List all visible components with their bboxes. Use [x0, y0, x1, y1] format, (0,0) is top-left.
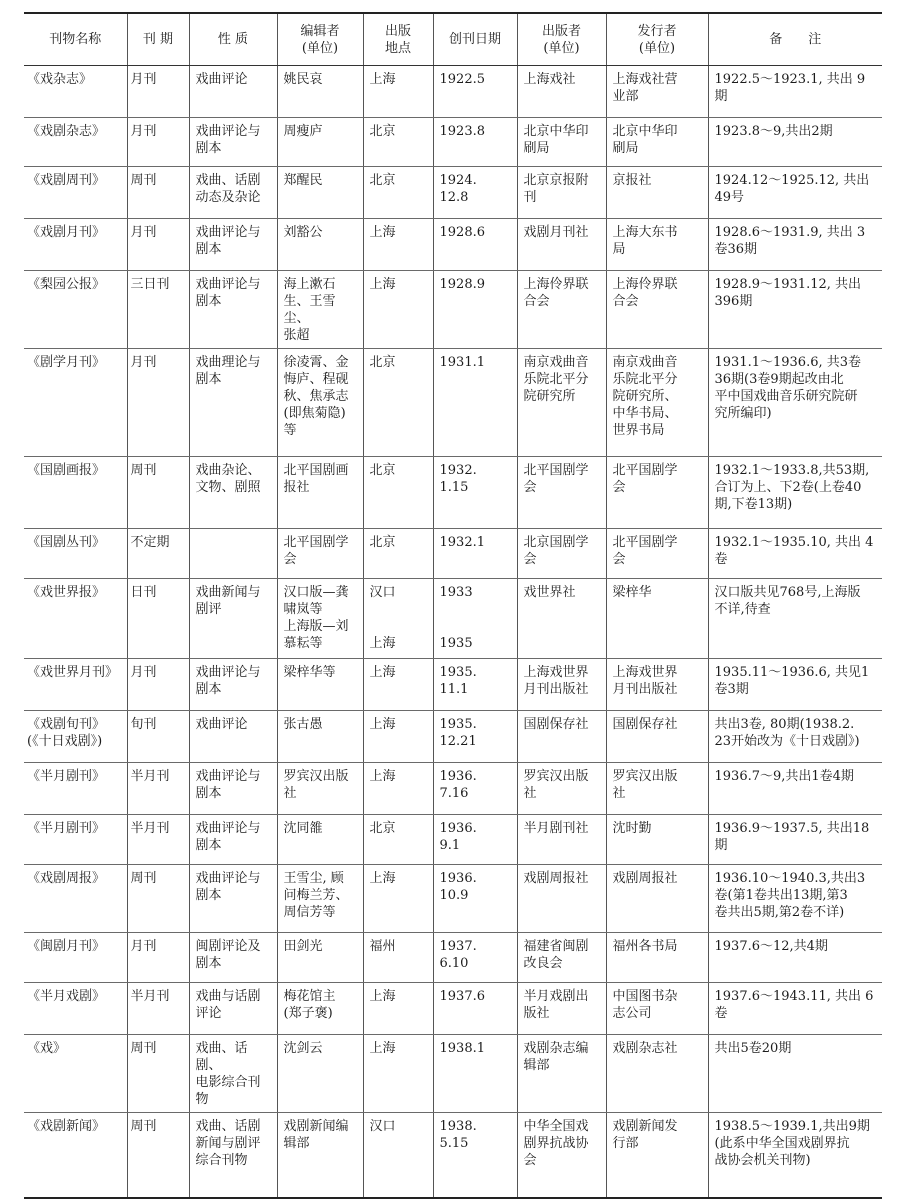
cell-frequency: 月刊: [127, 219, 189, 271]
cell-publisher: 北京国剧学 会: [517, 529, 606, 579]
cell-publisher: 戏世界社: [517, 579, 606, 659]
cell-remarks: 1923.8～9,共出2期: [708, 118, 882, 167]
cell-remarks: 汉口版共见768号,上海版 不详,待查: [708, 579, 882, 659]
cell-place: 上海: [363, 865, 433, 933]
table-row: [24, 983, 882, 1035]
cell-founded: 1937.6: [433, 983, 517, 1035]
cell-remarks: 1931.1～1936.6, 共3卷 36期(3卷9期起改由北 平中国戏曲音乐研究院研 究所编印): [708, 349, 882, 457]
table-row: [24, 219, 882, 271]
cell-title: 《戏剧杂志》: [24, 118, 127, 167]
cell-publisher: 戏剧月刊社: [517, 219, 606, 271]
cell-nature: 戏曲理论与 剧本: [189, 349, 277, 457]
cell-frequency: 周刊: [127, 1035, 189, 1113]
cell-distributor: 戏剧杂志社: [606, 1035, 708, 1113]
cell-frequency: 月刊: [127, 933, 189, 983]
cell-place: 上海: [363, 659, 433, 711]
cell-distributor: 中国图书杂 志公司: [606, 983, 708, 1035]
cell-distributor: 北平国剧学 会: [606, 457, 708, 529]
cell-distributor: 上海戏社营 业部: [606, 66, 708, 118]
cell-place: 上海: [363, 983, 433, 1035]
cell-remarks: 1936.7～9,共出1卷4期: [708, 763, 882, 815]
cell-title: 《戏剧月刊》: [24, 219, 127, 271]
cell-publisher: 戏剧周报社: [517, 865, 606, 933]
cell-distributor: 沈时勤: [606, 815, 708, 865]
cell-founded: 1924. 12.8: [433, 167, 517, 219]
cell-place: 汉口: [363, 1113, 433, 1198]
cell-place: 上海: [363, 66, 433, 118]
cell-place: 汉口 上海: [363, 579, 433, 659]
cell-nature: 戏曲评论: [189, 66, 277, 118]
cell-remarks: 1938.5～1939.1,共出9期 (此系中华全国戏剧界抗 战协会机关刊物): [708, 1113, 882, 1198]
cell-title: 《戏》: [24, 1035, 127, 1113]
cell-founded: 1932.1: [433, 529, 517, 579]
cell-publisher: 半月戏剧出 版社: [517, 983, 606, 1035]
cell-frequency: 周刊: [127, 167, 189, 219]
cell-nature: [189, 529, 277, 579]
cell-title: 《戏剧旬刊》 (《十日戏剧》): [24, 711, 127, 763]
cell-remarks: 1937.6～12,共4期: [708, 933, 882, 983]
cell-title: 《半月剧刊》: [24, 763, 127, 815]
cell-editor: 徐凌霄、金 悔庐、程砚 秋、焦承志 (即焦菊隐) 等: [277, 349, 363, 457]
cell-founded: 1936. 7.16: [433, 763, 517, 815]
cell-frequency: 月刊: [127, 659, 189, 711]
table-row: [24, 659, 882, 711]
cell-publisher: 北平国剧学 会: [517, 457, 606, 529]
cell-nature: 戏曲评论与 剧本: [189, 865, 277, 933]
cell-founded: 1936. 10.9: [433, 865, 517, 933]
cell-place: 上海: [363, 711, 433, 763]
table-row: [24, 271, 882, 349]
cell-place: 北京: [363, 457, 433, 529]
cell-editor: 田剑光: [277, 933, 363, 983]
cell-nature: 戏曲评论与 剧本: [189, 271, 277, 349]
header-editor: 编辑者 (单位): [277, 13, 363, 66]
cell-frequency: 月刊: [127, 349, 189, 457]
cell-place: 北京: [363, 815, 433, 865]
cell-publisher: 戏剧杂志编 辑部: [517, 1035, 606, 1113]
cell-nature: 戏曲与话剧 评论: [189, 983, 277, 1035]
cell-frequency: 周刊: [127, 1113, 189, 1198]
cell-place: 上海: [363, 763, 433, 815]
cell-editor: 汉口版—龚 啸岚等 上海版—刘 慕耘等: [277, 579, 363, 659]
cell-founded: 1938. 5.15: [433, 1113, 517, 1198]
cell-editor: 梅花馆主 (郑子褒): [277, 983, 363, 1035]
cell-nature: 闽剧评论及 剧本: [189, 933, 277, 983]
cell-title: 《戏剧周报》: [24, 865, 127, 933]
cell-remarks: 1922.5～1923.1, 共出 9 期: [708, 66, 882, 118]
cell-editor: 姚民哀: [277, 66, 363, 118]
cell-remarks: 1936.10～1940.3,共出3 卷(第1卷共出13期,第3 卷共出5期,第2卷不详): [708, 865, 882, 933]
table-row: [24, 933, 882, 983]
cell-frequency: 三日刊: [127, 271, 189, 349]
cell-title: 《戏剧周刊》: [24, 167, 127, 219]
table-row: [24, 711, 882, 763]
table-row: [24, 865, 882, 933]
cell-title: 《国剧丛刊》: [24, 529, 127, 579]
cell-frequency: 半月刊: [127, 815, 189, 865]
table-row: [24, 579, 882, 659]
cell-editor: 沈同雒: [277, 815, 363, 865]
cell-remarks: 1932.1～1935.10, 共出 4 卷: [708, 529, 882, 579]
header-distributor: 发行者 (单位): [606, 13, 708, 66]
cell-frequency: 半月刊: [127, 763, 189, 815]
cell-founded: 1923.8: [433, 118, 517, 167]
cell-distributor: 上海伶界联 合会: [606, 271, 708, 349]
cell-nature: 戏曲评论与 剧本: [189, 118, 277, 167]
cell-publisher: 上海戏世界 月刊出版社: [517, 659, 606, 711]
cell-nature: 戏曲评论与 剧本: [189, 815, 277, 865]
cell-publisher: 北京中华印 刷局: [517, 118, 606, 167]
cell-distributor: 国剧保存社: [606, 711, 708, 763]
cell-editor: 张古愚: [277, 711, 363, 763]
cell-editor: 梁梓华等: [277, 659, 363, 711]
cell-editor: 北平国剧学 会: [277, 529, 363, 579]
cell-editor: 沈剑云: [277, 1035, 363, 1113]
cell-publisher: 半月剧刊社: [517, 815, 606, 865]
cell-place: 福州: [363, 933, 433, 983]
cell-founded: 1922.5: [433, 66, 517, 118]
cell-place: 上海: [363, 271, 433, 349]
table-row: [24, 1113, 882, 1198]
cell-publisher: 上海伶界联 合会: [517, 271, 606, 349]
cell-editor: 郑醒民: [277, 167, 363, 219]
cell-nature: 戏曲评论与 剧本: [189, 763, 277, 815]
header-nature: 性 质: [189, 13, 277, 66]
cell-founded: 1932. 1.15: [433, 457, 517, 529]
table-row: [24, 167, 882, 219]
cell-distributor: 上海戏世界 月刊出版社: [606, 659, 708, 711]
cell-distributor: 北京中华印 刷局: [606, 118, 708, 167]
cell-distributor: 京报社: [606, 167, 708, 219]
periodicals-table: [24, 12, 882, 1199]
cell-frequency: 半月刊: [127, 983, 189, 1035]
cell-distributor: 南京戏曲音 乐院北平分 院研究所、 中华书局、 世界书局: [606, 349, 708, 457]
cell-title: 《戏杂志》: [24, 66, 127, 118]
cell-founded: 1931.1: [433, 349, 517, 457]
cell-distributor: 北平国剧学 会: [606, 529, 708, 579]
cell-distributor: 戏剧周报社: [606, 865, 708, 933]
cell-distributor: 梁梓华: [606, 579, 708, 659]
cell-remarks: 1936.9～1937.5, 共出18 期: [708, 815, 882, 865]
cell-remarks: 1935.11～1936.6, 共见1 卷3期: [708, 659, 882, 711]
table-row: [24, 529, 882, 579]
table-row: [24, 118, 882, 167]
cell-title: 《国剧画报》: [24, 457, 127, 529]
cell-frequency: 周刊: [127, 457, 189, 529]
cell-publisher: 上海戏社: [517, 66, 606, 118]
cell-title: 《剧学月刊》: [24, 349, 127, 457]
header-frequency: 刊 期: [127, 13, 189, 66]
cell-publisher: 国剧保存社: [517, 711, 606, 763]
cell-editor: 周瘦庐: [277, 118, 363, 167]
cell-frequency: 月刊: [127, 66, 189, 118]
cell-founded: 1936. 9.1: [433, 815, 517, 865]
table-row: [24, 457, 882, 529]
cell-founded: 1928.9: [433, 271, 517, 349]
cell-place: 上海: [363, 219, 433, 271]
cell-title: 《戏世界报》: [24, 579, 127, 659]
cell-founded: 1935. 11.1: [433, 659, 517, 711]
cell-frequency: 日刊: [127, 579, 189, 659]
cell-remarks: 1932.1～1933.8,共53期, 合订为上、下2卷(上卷40 期,下卷13期): [708, 457, 882, 529]
cell-remarks: 1924.12～1925.12, 共出 49号: [708, 167, 882, 219]
cell-remarks: 1928.9～1931.12, 共出 396期: [708, 271, 882, 349]
cell-nature: 戏曲评论与 剧本: [189, 659, 277, 711]
cell-nature: 戏曲评论: [189, 711, 277, 763]
cell-editor: 北平国剧画 报社: [277, 457, 363, 529]
cell-distributor: 罗宾汉出版 社: [606, 763, 708, 815]
cell-founded: 1938.1: [433, 1035, 517, 1113]
cell-founded: 1928.6: [433, 219, 517, 271]
header-place: 出版 地点: [363, 13, 433, 66]
cell-publisher: 福建省闽剧 改良会: [517, 933, 606, 983]
cell-publisher: 罗宾汉出版 社: [517, 763, 606, 815]
cell-distributor: 福州各书局: [606, 933, 708, 983]
cell-frequency: 月刊: [127, 118, 189, 167]
cell-distributor: 戏剧新闻发 行部: [606, 1113, 708, 1198]
cell-remarks: 共出5卷20期: [708, 1035, 882, 1113]
cell-title: 《闽剧月刊》: [24, 933, 127, 983]
cell-editor: 海上漱石 生、王雪尘、 张超: [277, 271, 363, 349]
document-page: [24, 12, 882, 1190]
table-header-row: [24, 13, 882, 66]
cell-editor: 罗宾汉出版 社: [277, 763, 363, 815]
cell-remarks: 1937.6～1943.11, 共出 6 卷: [708, 983, 882, 1035]
cell-nature: 戏曲杂论、 文物、剧照: [189, 457, 277, 529]
cell-founded: 1933 1935: [433, 579, 517, 659]
header-publisher: 出版者 (单位): [517, 13, 606, 66]
cell-founded: 1937. 6.10: [433, 933, 517, 983]
cell-founded: 1935. 12.21: [433, 711, 517, 763]
cell-nature: 戏曲评论与 剧本: [189, 219, 277, 271]
header-title: 刊物名称: [24, 13, 127, 66]
cell-nature: 戏曲、话剧 新闻与剧评 综合刊物: [189, 1113, 277, 1198]
cell-frequency: 不定期: [127, 529, 189, 579]
cell-editor: 刘豁公: [277, 219, 363, 271]
cell-title: 《半月戏剧》: [24, 983, 127, 1035]
cell-publisher: 北京京报附 刊: [517, 167, 606, 219]
cell-title: 《梨园公报》: [24, 271, 127, 349]
cell-place: 上海: [363, 1035, 433, 1113]
cell-place: 北京: [363, 167, 433, 219]
cell-distributor: 上海大东书 局: [606, 219, 708, 271]
cell-title: 《戏剧新闻》: [24, 1113, 127, 1198]
cell-title: 《戏世界月刊》: [24, 659, 127, 711]
cell-publisher: 南京戏曲音 乐院北平分 院研究所: [517, 349, 606, 457]
cell-frequency: 旬刊: [127, 711, 189, 763]
cell-title: 《半月剧刊》: [24, 815, 127, 865]
cell-place: 北京: [363, 529, 433, 579]
cell-nature: 戏曲、话剧 动态及杂论: [189, 167, 277, 219]
table-row: [24, 349, 882, 457]
cell-place: 北京: [363, 349, 433, 457]
header-remarks: 备 注: [708, 13, 882, 66]
cell-frequency: 周刊: [127, 865, 189, 933]
cell-nature: 戏曲、话剧、 电影综合刊 物: [189, 1035, 277, 1113]
cell-editor: 王雪尘, 顾 问梅兰芳、 周信芳等: [277, 865, 363, 933]
header-founded: 创刊日期: [433, 13, 517, 66]
cell-place: 北京: [363, 118, 433, 167]
table-row: [24, 66, 882, 118]
cell-editor: 戏剧新闻编 辑部: [277, 1113, 363, 1198]
table-row: [24, 763, 882, 815]
table-row: [24, 815, 882, 865]
cell-publisher: 中华全国戏 剧界抗战协 会: [517, 1113, 606, 1198]
cell-remarks: 共出3卷, 80期(1938.2. 23开始改为《十日戏剧》): [708, 711, 882, 763]
table-row: [24, 1035, 882, 1113]
cell-remarks: 1928.6～1931.9, 共出 3 卷36期: [708, 219, 882, 271]
cell-nature: 戏曲新闻与 剧评: [189, 579, 277, 659]
